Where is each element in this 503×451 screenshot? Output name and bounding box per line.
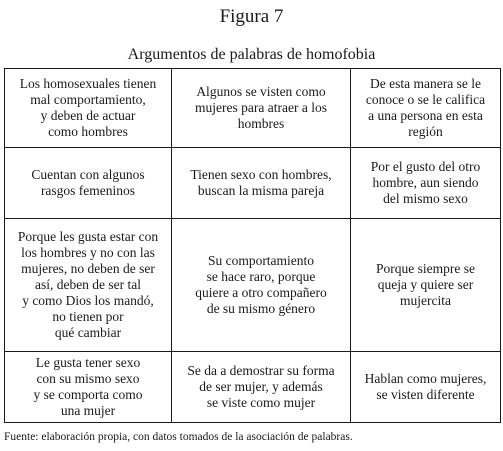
table-cell: [351, 352, 501, 423]
arguments-table: [4, 68, 501, 423]
cell-text: Cuentan con algunos rasgos femeninos: [31, 167, 145, 198]
cell-text: Porque les gusta estar con los hombres y no con las mujeres, no deben de ser así, deben de ser tal y como Dios los mandó, no tienen por qué cambiar: [17, 229, 159, 340]
table-cell: [5, 219, 172, 352]
cell-text: Los homosexuales tienen mal comportamiento, y deben de actuar como hombres: [19, 76, 157, 139]
table-cell: [5, 69, 172, 148]
cell-text: Tienen sexo con hombres, buscan la misma pareja: [190, 167, 332, 198]
table-row: [5, 148, 501, 219]
cell-text: Por el gusto del otro hombre, aun siendo del mismo sexo: [370, 159, 481, 206]
table-row: [5, 69, 501, 148]
table-row: [5, 352, 501, 423]
table-cell: [351, 148, 501, 219]
cell-text: Algunos se visten como mujeres para atraer a los hombres: [195, 84, 327, 131]
table-cell: [172, 352, 351, 423]
table-cell: [172, 148, 351, 219]
table-cell: [5, 148, 172, 219]
table-title: Argumentos de palabras de homofobia: [127, 46, 376, 63]
table-cell: [5, 352, 172, 423]
table-cell: [172, 219, 351, 352]
cell-text: Le gusta tener sexo con su mismo sexo y se comporta como una mujer: [33, 355, 143, 418]
cell-text: Porque siempre se queja y quiere ser mujercita: [376, 261, 475, 308]
cell-text: Su comportamiento se hace raro, porque quiere a otro compañero de su mismo género: [195, 253, 327, 316]
table-cell: [172, 69, 351, 148]
cell-text: De esta manera se le conoce o se le califica a una persona en esta región: [365, 76, 486, 139]
table-row: [5, 219, 501, 352]
table-cell: [351, 219, 501, 352]
cell-text: Se da a demostrar su forma de ser mujer, y además se viste como mujer: [187, 363, 335, 410]
table-cell: [351, 69, 501, 148]
figure-label: Figura 7: [219, 6, 284, 27]
source-note: Fuente: elaboración propia, con datos tomados de la asociación de palabras.: [4, 431, 353, 443]
cell-text: Hablan como mujeres, se visten diferente: [364, 371, 487, 402]
